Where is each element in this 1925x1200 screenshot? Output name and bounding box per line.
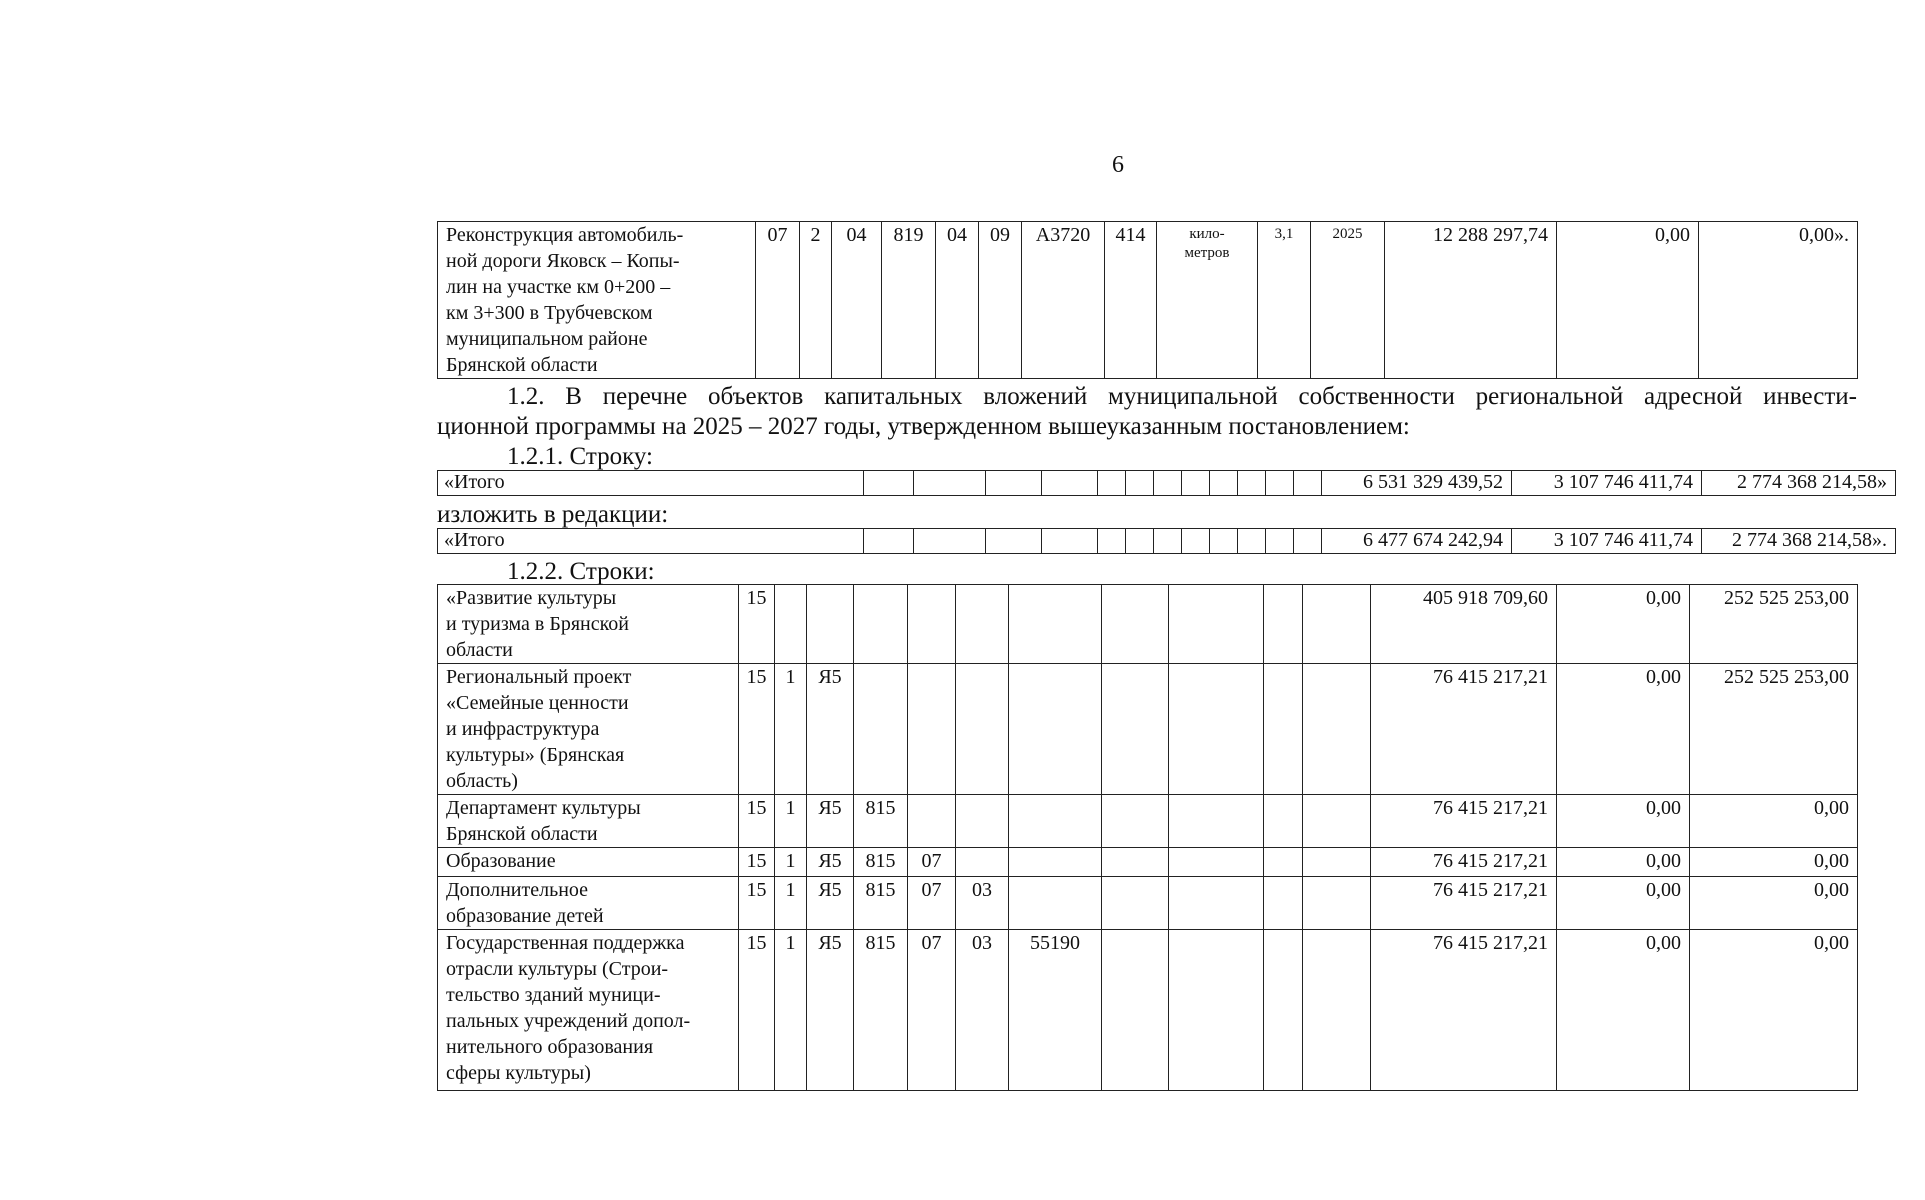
code-cell: Я5 xyxy=(807,930,854,1091)
code-cell: 815 xyxy=(854,848,908,877)
code-cell xyxy=(956,795,1009,848)
table-row xyxy=(438,795,1858,848)
year-cell: 2025 xyxy=(1311,222,1385,379)
code-cell xyxy=(1303,930,1371,1091)
object-name-cell: Региональный проект «Семейные ценности и инфраструктура культуры» (Брянская область) xyxy=(438,664,739,795)
code-cell: 1 xyxy=(775,664,807,795)
code-cell xyxy=(908,664,956,795)
sum-cell: 3 107 746 411,74 xyxy=(1512,471,1702,496)
sum-cell: 252 525 253,00 xyxy=(1690,664,1858,795)
code-cell: 15 xyxy=(739,848,775,877)
code-cell: 15 xyxy=(739,664,775,795)
code-cell: 815 xyxy=(854,795,908,848)
sum-cell: 0,00 xyxy=(1690,877,1858,930)
code-cell xyxy=(1303,848,1371,877)
code-cell xyxy=(1009,585,1102,664)
code-cell xyxy=(1303,877,1371,930)
code-cell: 815 xyxy=(854,930,908,1091)
sum-cell: 0,00 xyxy=(1690,795,1858,848)
code-cell xyxy=(1169,848,1264,877)
table-road-reconstruction xyxy=(437,221,1858,379)
code-cell xyxy=(1009,664,1102,795)
sum-cell: 0,00 xyxy=(1690,930,1858,1091)
sum-cell: 2 774 368 214,58». xyxy=(1702,529,1896,554)
code-cell: 09 xyxy=(979,222,1022,379)
sum-cell: 0,00 xyxy=(1557,664,1690,795)
code-cell: 2 xyxy=(800,222,832,379)
sum-cell: 76 415 217,21 xyxy=(1371,930,1557,1091)
code-cell: 1 xyxy=(775,848,807,877)
sum-cell: 0,00 xyxy=(1557,930,1690,1091)
code-cell: 1 xyxy=(775,795,807,848)
sum-cell: 0,00 xyxy=(1557,585,1690,664)
code-cell xyxy=(908,795,956,848)
code-cell xyxy=(1102,877,1169,930)
code-cell: А3720 xyxy=(1022,222,1105,379)
code-cell: 819 xyxy=(882,222,936,379)
code-cell xyxy=(807,585,854,664)
sum-cell: 76 415 217,21 xyxy=(1371,795,1557,848)
code-cell: 04 xyxy=(936,222,979,379)
sum-cell: 0,00 xyxy=(1557,848,1690,877)
sum-cell: 3 107 746 411,74 xyxy=(1512,529,1702,554)
table-row xyxy=(438,529,1896,554)
paragraph-line-1: 1.2. В перечне объектов капитальных вложений муниципальной собственности региональной адресной инвести- xyxy=(507,383,1857,410)
code-cell xyxy=(1169,664,1264,795)
sum-cell: 2 774 368 214,58» xyxy=(1702,471,1896,496)
code-cell: 03 xyxy=(956,877,1009,930)
sum-cell: 6 477 674 242,94 xyxy=(1322,529,1512,554)
code-cell xyxy=(1009,877,1102,930)
code-cell: 07 xyxy=(908,930,956,1091)
code-cell: Я5 xyxy=(807,664,854,795)
code-cell xyxy=(1169,585,1264,664)
code-cell: 07 xyxy=(756,222,800,379)
table-row xyxy=(438,877,1858,930)
sum-cell: 0,00 xyxy=(1557,222,1699,379)
code-cell: Я5 xyxy=(807,877,854,930)
code-cell xyxy=(1102,930,1169,1091)
unit-cell: кило- метров xyxy=(1157,222,1258,379)
code-cell: 15 xyxy=(739,877,775,930)
sum-cell: 0,00 xyxy=(1557,877,1690,930)
code-cell: 815 xyxy=(854,877,908,930)
code-cell: 07 xyxy=(908,877,956,930)
table-row xyxy=(438,471,1896,496)
code-cell xyxy=(1169,795,1264,848)
table-row xyxy=(438,664,1858,795)
code-cell xyxy=(956,664,1009,795)
code-cell xyxy=(1102,848,1169,877)
table-culture-program xyxy=(437,584,1858,1091)
heading-1-2-2: 1.2.2. Строки: xyxy=(507,558,655,585)
sum-cell: 0,00 xyxy=(1557,795,1690,848)
code-cell xyxy=(908,585,956,664)
object-name-cell: Образование xyxy=(438,848,739,877)
sum-cell: 405 918 709,60 xyxy=(1371,585,1557,664)
table-row xyxy=(438,848,1858,877)
code-cell xyxy=(854,664,908,795)
sum-cell: 76 415 217,21 xyxy=(1371,848,1557,877)
code-cell xyxy=(1303,585,1371,664)
code-cell xyxy=(1264,877,1303,930)
table-itogo-new xyxy=(437,528,1896,554)
capacity-cell: 3,1 xyxy=(1258,222,1311,379)
code-cell: Я5 xyxy=(807,848,854,877)
sum-cell: 6 531 329 439,52 xyxy=(1322,471,1512,496)
sum-cell: 12 288 297,74 xyxy=(1385,222,1557,379)
code-cell xyxy=(1264,795,1303,848)
code-cell: 1 xyxy=(775,930,807,1091)
code-cell xyxy=(1169,877,1264,930)
code-cell: 04 xyxy=(832,222,882,379)
sum-cell: 252 525 253,00 xyxy=(1690,585,1858,664)
table-row xyxy=(438,222,1858,379)
code-cell xyxy=(1303,664,1371,795)
code-cell xyxy=(1169,930,1264,1091)
sum-cell: 76 415 217,21 xyxy=(1371,664,1557,795)
page-number: 6 xyxy=(1112,152,1124,178)
code-cell xyxy=(1102,585,1169,664)
code-cell xyxy=(1303,795,1371,848)
paragraph-1-2 xyxy=(437,382,1857,442)
code-cell xyxy=(956,585,1009,664)
code-cell xyxy=(1264,930,1303,1091)
code-cell xyxy=(775,585,807,664)
code-cell xyxy=(1009,795,1102,848)
sum-cell: 76 415 217,21 xyxy=(1371,877,1557,930)
code-cell: 1 xyxy=(775,877,807,930)
code-cell xyxy=(1264,585,1303,664)
code-cell: 55190 xyxy=(1009,930,1102,1091)
object-name-cell: Департамент культуры Брянской области xyxy=(438,795,739,848)
restate-text: изложить в редакции: xyxy=(437,501,669,528)
object-name-cell: Дополнительное образование детей xyxy=(438,877,739,930)
code-cell xyxy=(956,848,1009,877)
code-cell xyxy=(1102,664,1169,795)
object-name-cell: Государственная поддержка отрасли культуры (Строи- тельство зданий муници- пальных учреждений допол- нительного образования сферы культуры) xyxy=(438,930,739,1091)
table-itogo-old xyxy=(437,470,1896,496)
itogo-label: «Итого xyxy=(438,471,864,496)
code-cell xyxy=(1102,795,1169,848)
sum-cell: 0,00 xyxy=(1690,848,1858,877)
code-cell xyxy=(854,585,908,664)
code-cell xyxy=(1264,848,1303,877)
table-row xyxy=(438,585,1858,664)
code-cell xyxy=(1264,664,1303,795)
code-cell: 15 xyxy=(739,795,775,848)
code-cell: 15 xyxy=(739,585,775,664)
code-cell: 15 xyxy=(739,930,775,1091)
code-cell: 03 xyxy=(956,930,1009,1091)
code-cell xyxy=(1009,848,1102,877)
code-cell: 414 xyxy=(1105,222,1157,379)
paragraph-line-2: ционной программы на 2025 – 2027 годы, утвержденном вышеуказанным постановлением: xyxy=(437,413,1410,440)
object-name-cell: «Развитие культуры и туризма в Брянской области xyxy=(438,585,739,664)
itogo-label: «Итого xyxy=(438,529,864,554)
sum-cell: 0,00». xyxy=(1699,222,1858,379)
heading-1-2-1: 1.2.1. Строку: xyxy=(507,443,653,470)
object-name-cell: Реконструкция автомобиль- ной дороги Яковск – Копы- лин на участке км 0+200 – км 3+300 в Трубчевском муниципальном районе Брянской области xyxy=(438,222,756,379)
code-cell: 07 xyxy=(908,848,956,877)
code-cell: Я5 xyxy=(807,795,854,848)
table-row xyxy=(438,930,1858,1091)
